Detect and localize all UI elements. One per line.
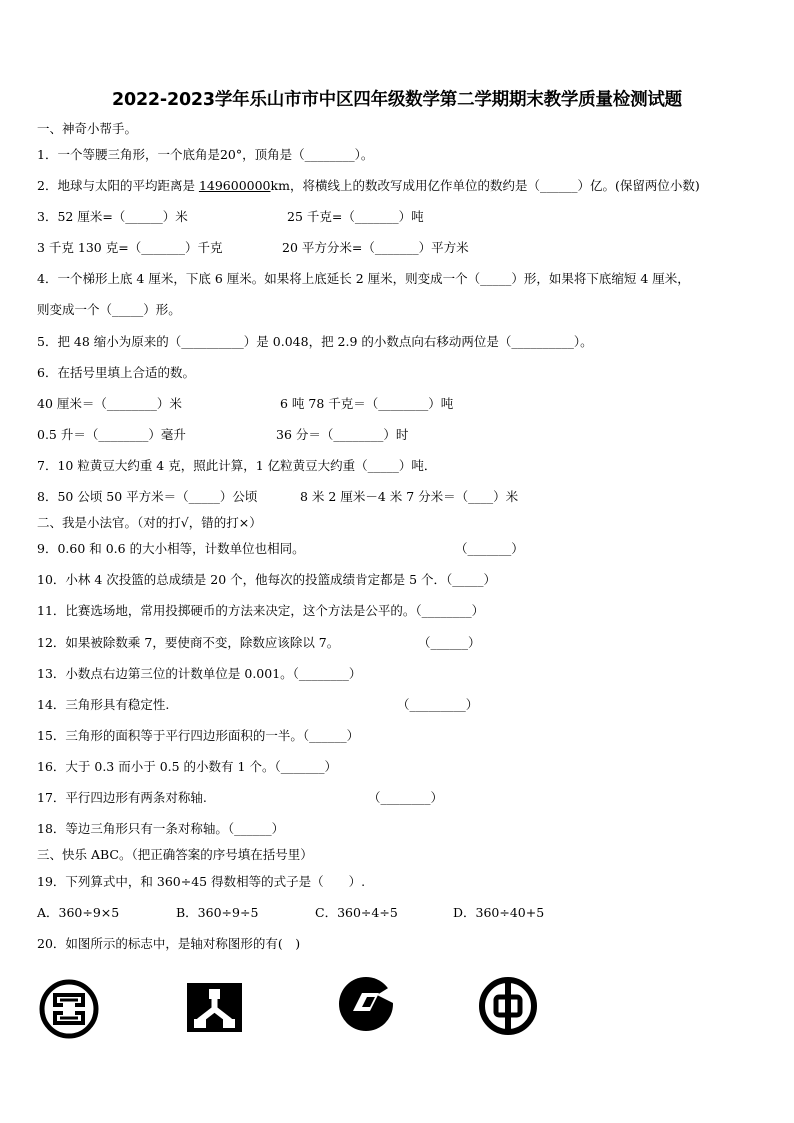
question-3-c: 3 千克 130 克=（_______）千克 [37, 240, 223, 255]
question-20: 20．如图所示的标志中，是轴对称图形的有( ) [37, 936, 301, 951]
question-12-answer-blank: （______） [418, 635, 481, 650]
question-3-b: 25 千克=（_______）吨 [287, 209, 424, 224]
question-1: 1．一个等腰三角形，一个底角是20°，顶角是（________）。 [37, 147, 374, 162]
question-10: 10．小林 4 次投篮的总成绩是 20 个，他每次的投篮成绩肯定都是 5 个．（_____） [37, 572, 497, 587]
question-8-b: 8 米 2 厘米－4 米 7 分米＝（____）米 [300, 489, 519, 504]
question-5: 5．把 48 缩小为原来的（__________）是 0.048，把 2.9 的小数点向右移动两位是（__________）。 [37, 334, 593, 349]
question-17-answer-blank: （________） [368, 790, 444, 805]
question-13: 13．小数点右边第三位的计数单位是 0.001。（________） [37, 666, 362, 681]
question-14: 14．三角形具有稳定性. [37, 697, 170, 712]
bank-of-china-logo-icon [478, 976, 538, 1036]
question-2-text-a: 2．地球与太阳的平均距离是 [37, 178, 199, 193]
question-19-option-c: C．360÷4÷5 [315, 905, 398, 920]
question-3-a: 3．52 厘米=（______）米 [37, 209, 188, 224]
question-6-b: 6 吨 78 千克＝（________）吨 [280, 396, 454, 411]
question-8-a: 8．50 公顷 50 平方米＝（_____）公顷 [37, 489, 258, 504]
construction-bank-logo-icon [337, 975, 395, 1033]
question-4-line-1: 4．一个梯形上底 4 厘米，下底 6 厘米。如果将上底延长 2 厘米，则变成一个（_____）形，如果将下底缩短 4 厘米， [37, 271, 690, 286]
question-19-option-b: B．360÷9÷5 [176, 905, 259, 920]
square-bank-logo-icon [187, 983, 242, 1032]
question-6-d: 36 分＝（________）时 [276, 427, 409, 442]
question-6-a: 40 厘米＝（________）米 [37, 396, 182, 411]
icbc-logo-icon [38, 978, 100, 1040]
question-14-answer-blank: （_________） [397, 697, 479, 712]
question-19: 19．下列算式中，和 360÷45 得数相等的式子是（ ）. [37, 874, 366, 889]
question-15: 15．三角形的面积等于平行四边形面积的一半。（______） [37, 728, 360, 743]
question-11: 11．比赛选场地，常用投掷硬币的方法来决定，这个方法是公平的。（________） [37, 603, 485, 618]
question-19-option-d: D．360÷40+5 [453, 905, 545, 920]
question-9-answer-blank: （_______） [455, 541, 524, 556]
section-heading-3: 三、快乐 ABC。（把正确答案的序号填在括号里） [37, 847, 313, 862]
question-17: 17．平行四边形有两条对称轴. [37, 790, 207, 805]
question-2-underlined-number: 149600000 [198, 178, 271, 193]
page-title: 2022-2023学年乐山市市中区四年级数学第二学期期末教学质量检测试题 [112, 90, 682, 110]
question-6-c: 0.5 升＝（________）毫升 [37, 427, 186, 442]
question-7: 7．10 粒黄豆大约重 4 克，照此计算，1 亿粒黄豆大约重（_____）吨． [37, 458, 437, 473]
question-6: 6．在括号里填上合适的数。 [37, 365, 195, 380]
section-heading-1: 一、神奇小帮手。 [37, 121, 138, 136]
question-18: 18．等边三角形只有一条对称轴。（______） [37, 821, 285, 836]
question-9: 9．0.60 和 0.6 的大小相等，计数单位也相同。 [37, 541, 305, 556]
question-19-option-a: A．360÷9×5 [37, 905, 120, 920]
question-2 [37, 177, 700, 195]
question-2-text-b: km，将横线上的数改写成用亿作单位的数约是（______）亿。(保留两位小数) [270, 178, 700, 193]
question-4-line-2: 则变成一个（_____）形。 [37, 302, 181, 317]
question-3-d: 20 平方分米=（_______）平方米 [282, 240, 469, 255]
section-heading-2: 二、我是小法官。（对的打√，错的打×） [37, 515, 262, 530]
question-16: 16．大于 0.3 而小于 0.5 的小数有 1 个。（_______） [37, 759, 337, 774]
question-12: 12．如果被除数乘 7，要使商不变，除数应该除以 7。 [37, 635, 340, 650]
